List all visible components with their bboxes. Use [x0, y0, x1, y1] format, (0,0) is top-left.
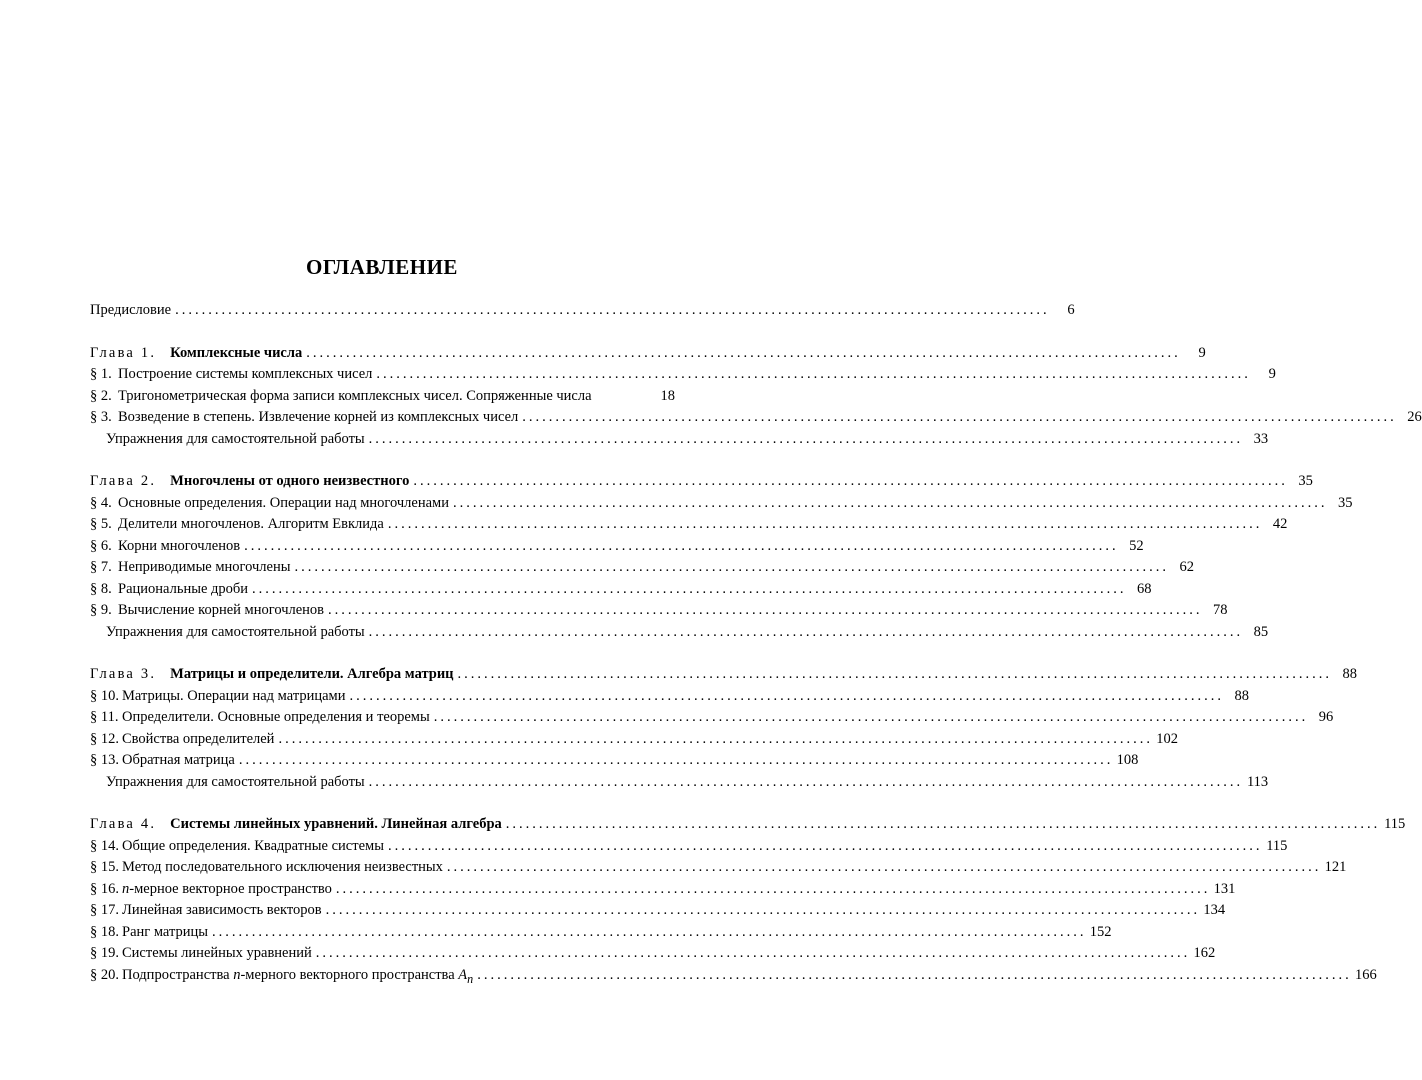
toc-exercises-3[interactable] — [90, 772, 1269, 794]
section-number: § 6. — [90, 537, 112, 554]
leader-dots: .................................................................................................................................... — [278, 730, 1153, 747]
section-title: Метод последовательного исключения неизвестных — [122, 859, 443, 875]
entry-page: 115 — [1266, 837, 1288, 854]
entry-page: 166 — [1354, 966, 1377, 983]
entry-page: 152 — [1089, 923, 1112, 940]
section-number: § 3. — [90, 409, 112, 425]
leader-dots: .................................................................................................................................... — [477, 966, 1352, 983]
leader-dots: .................................................................................................................................... — [387, 837, 1263, 854]
leader-dots: .................................................................................................................................... — [325, 902, 1201, 918]
section-number: § 10. — [90, 687, 119, 704]
section-title: Определители. Основные определения и теоремы — [122, 709, 430, 725]
entry-page: 18 — [660, 387, 675, 404]
entry-page: 26 — [1407, 409, 1422, 425]
chapter-title: Комплексные числа — [170, 344, 303, 361]
section-number: § 15. — [90, 859, 119, 875]
leader-dots: .................................................................................................................................... — [452, 494, 1328, 511]
entry-page: 108 — [1116, 752, 1139, 768]
section-number: § 13. — [90, 752, 119, 768]
section-title: Построение системы комплексных чисел — [118, 366, 373, 382]
leader-dots: .................................................................................................................................... — [244, 537, 1119, 554]
section-title: Свойства определителей — [122, 730, 275, 747]
leader-dots: .................................................................................................................................... — [413, 473, 1288, 489]
section-number: § 9. — [90, 602, 112, 618]
chapter-title: Матрицы и определители. Алгебра матриц — [170, 666, 454, 682]
section-title: Рациональные дроби — [118, 580, 249, 597]
toc-section-14[interactable] — [90, 836, 1288, 858]
section-number: § 20. — [90, 966, 119, 983]
entry-page: 121 — [1324, 859, 1347, 875]
leader-dots: .................................................................................................................................... — [446, 859, 1322, 875]
entry-page: 9 — [1268, 366, 1276, 382]
section-title: Общие определения. Квадратные системы — [122, 837, 384, 854]
section-title: Вычисление корней многочленов — [118, 602, 325, 618]
math-space-symbol: A — [458, 966, 468, 983]
section-title: Линейная зависимость векторов — [122, 902, 322, 918]
toc-section-17[interactable] — [90, 900, 1226, 922]
leader-dots: .................................................................................................................................... — [252, 580, 1127, 597]
entry-page: 102 — [1156, 730, 1178, 747]
chapter-title: Системы линейных уравнений. Линейная алгебра — [170, 816, 502, 832]
entry-page: 42 — [1272, 516, 1288, 532]
chapter-label: Глава 3. — [90, 666, 157, 682]
section-title: Неприводимые многочлены — [118, 559, 291, 575]
toc-chapter-4[interactable] — [90, 814, 1406, 836]
entry-title: Упражнения для самостоятельной работы — [106, 430, 365, 447]
chapter-label: Глава 4. — [90, 816, 157, 832]
section-title: -мерное векторное пространство — [129, 880, 332, 897]
entry-page: 35 — [1298, 473, 1313, 489]
leader-dots: .................................................................................................................................... — [212, 923, 1087, 940]
toc-section-19[interactable] — [90, 943, 1216, 965]
entry-page: 6 — [1067, 302, 1075, 318]
section-number: § 16. — [90, 880, 119, 897]
entry-page: 52 — [1129, 537, 1144, 554]
entry-page: 115 — [1384, 816, 1406, 832]
leader-dots: .................................................................................................................................... — [368, 430, 1244, 447]
section-title-pre: Подпространства — [122, 966, 234, 983]
leader-dots: .................................................................................................................................... — [376, 366, 1251, 382]
math-variable: n — [122, 880, 130, 897]
section-title: Основные определения. Операции над многочленами — [118, 494, 449, 511]
toc-section-13[interactable] — [90, 750, 1139, 772]
section-number: § 4. — [90, 494, 112, 511]
entry-page: 96 — [1318, 709, 1334, 725]
entry-page: 9 — [1198, 344, 1206, 361]
entry-page: 88 — [1342, 666, 1358, 682]
toc-section-15[interactable] — [90, 857, 1347, 879]
entry-page: 78 — [1213, 602, 1228, 618]
toc-exercises-1[interactable] — [90, 429, 1269, 451]
entry-title: Упражнения для самостоятельной работы — [106, 623, 365, 640]
leader-dots: .................................................................................................................................... — [387, 516, 1263, 532]
leader-dots: .................................................................................................................................... — [238, 752, 1114, 768]
entry-page: 131 — [1213, 880, 1236, 897]
leader-dots: .................................................................................................................................... — [368, 773, 1244, 790]
leader-dots: .................................................................................................................................... — [505, 816, 1381, 832]
leader-dots: .................................................................................................................................... — [433, 709, 1309, 725]
toc-chapter-2[interactable] — [90, 471, 1313, 493]
leader-dots: .................................................................................................................................... — [306, 344, 1181, 361]
chapter-label: Глава 1. — [90, 344, 157, 361]
section-number: § 12. — [90, 730, 119, 747]
toc-section-10[interactable] — [90, 686, 1249, 708]
entry-page: 113 — [1246, 773, 1269, 790]
section-number: § 2. — [90, 387, 112, 404]
toc-section-5[interactable] — [90, 514, 1288, 536]
entry-page: 88 — [1234, 687, 1249, 704]
section-title: Системы линейных уравнений — [122, 945, 312, 961]
toc-chapter-1[interactable] — [90, 343, 1206, 365]
toc-section-9[interactable] — [90, 600, 1228, 622]
leader-dots: .................................................................................................................................... — [368, 623, 1244, 640]
entry-page: 33 — [1253, 430, 1269, 447]
leader-dots: .................................................................................................................................... — [349, 687, 1224, 704]
toc-section-3[interactable] — [90, 407, 1422, 429]
toc-section-1[interactable] — [90, 364, 1276, 386]
section-title: Делители многочленов. Алгоритм Евклида — [118, 516, 384, 532]
leader-dots: .................................................................................................................................... — [315, 945, 1191, 961]
section-number: § 18. — [90, 923, 119, 940]
entry-page: 68 — [1137, 580, 1152, 597]
section-number: § 11. — [90, 709, 119, 725]
entry-page: 85 — [1253, 623, 1269, 640]
leader-dots: .................................................................................................................................... — [328, 602, 1203, 618]
entry-page: 62 — [1179, 559, 1194, 575]
section-title: Ранг матрицы — [122, 923, 208, 940]
toc-section-7[interactable] — [90, 557, 1194, 579]
toc-section-12[interactable] — [90, 729, 1178, 751]
toc-chapter-3[interactable] — [90, 664, 1358, 686]
toc-section-2[interactable] — [90, 386, 675, 408]
toc-section-4[interactable] — [90, 493, 1353, 515]
section-number: § 17. — [90, 902, 119, 918]
toc-section-18[interactable] — [90, 922, 1112, 944]
toc-section-6[interactable] — [90, 536, 1144, 558]
page-title: ОГЛАВЛЕНИЕ — [306, 255, 458, 279]
leader-dots: .................................................................................................................................... — [335, 880, 1211, 897]
entry-page: 162 — [1193, 945, 1216, 961]
section-title: Возведение в степень. Извлечение корней из комплексных чисел — [118, 409, 519, 425]
leader-dots: .................................................................................................................................... — [522, 409, 1397, 425]
toc-section-8[interactable] — [90, 579, 1152, 601]
leader-dots: .................................................................................................................................... — [457, 666, 1333, 682]
math-variable: n — [233, 966, 241, 983]
chapter-label: Глава 2. — [90, 473, 157, 489]
entry-page: 35 — [1337, 494, 1353, 511]
toc-section-11[interactable] — [90, 707, 1334, 729]
section-title: Обратная матрица — [122, 752, 235, 768]
section-number: § 7. — [90, 559, 112, 575]
toc-entry-preface[interactable] — [90, 300, 1075, 322]
entry-title: Упражнения для самостоятельной работы — [106, 773, 365, 790]
section-number: § 14. — [90, 837, 119, 854]
entry-page: 134 — [1203, 902, 1226, 918]
leader-dots: .................................................................................................................................... — [294, 559, 1169, 575]
toc-exercises-2[interactable] — [90, 622, 1269, 644]
section-number: § 19. — [90, 945, 119, 961]
table-of-contents — [90, 300, 1422, 986]
section-number: § 1. — [90, 366, 112, 382]
chapter-title: Многочлены от одного неизвестного — [170, 473, 410, 489]
math-subscript: n — [467, 971, 474, 986]
section-title: Матрицы. Операции над матрицами — [122, 687, 346, 704]
toc-section-16[interactable] — [90, 879, 1236, 901]
section-number: § 5. — [90, 516, 112, 532]
entry-title: Предисловие — [90, 302, 172, 318]
section-number: § 8. — [90, 580, 112, 597]
leader-dots: .................................................................................................................................... — [175, 302, 1050, 318]
section-title-post: -мерного векторного пространства — [240, 966, 459, 983]
section-title: Корни многочленов — [118, 537, 241, 554]
section-title: Тригонометрическая форма записи комплексных чисел. Сопряженные числа — [118, 387, 592, 404]
toc-section-20[interactable] — [90, 965, 1377, 987]
